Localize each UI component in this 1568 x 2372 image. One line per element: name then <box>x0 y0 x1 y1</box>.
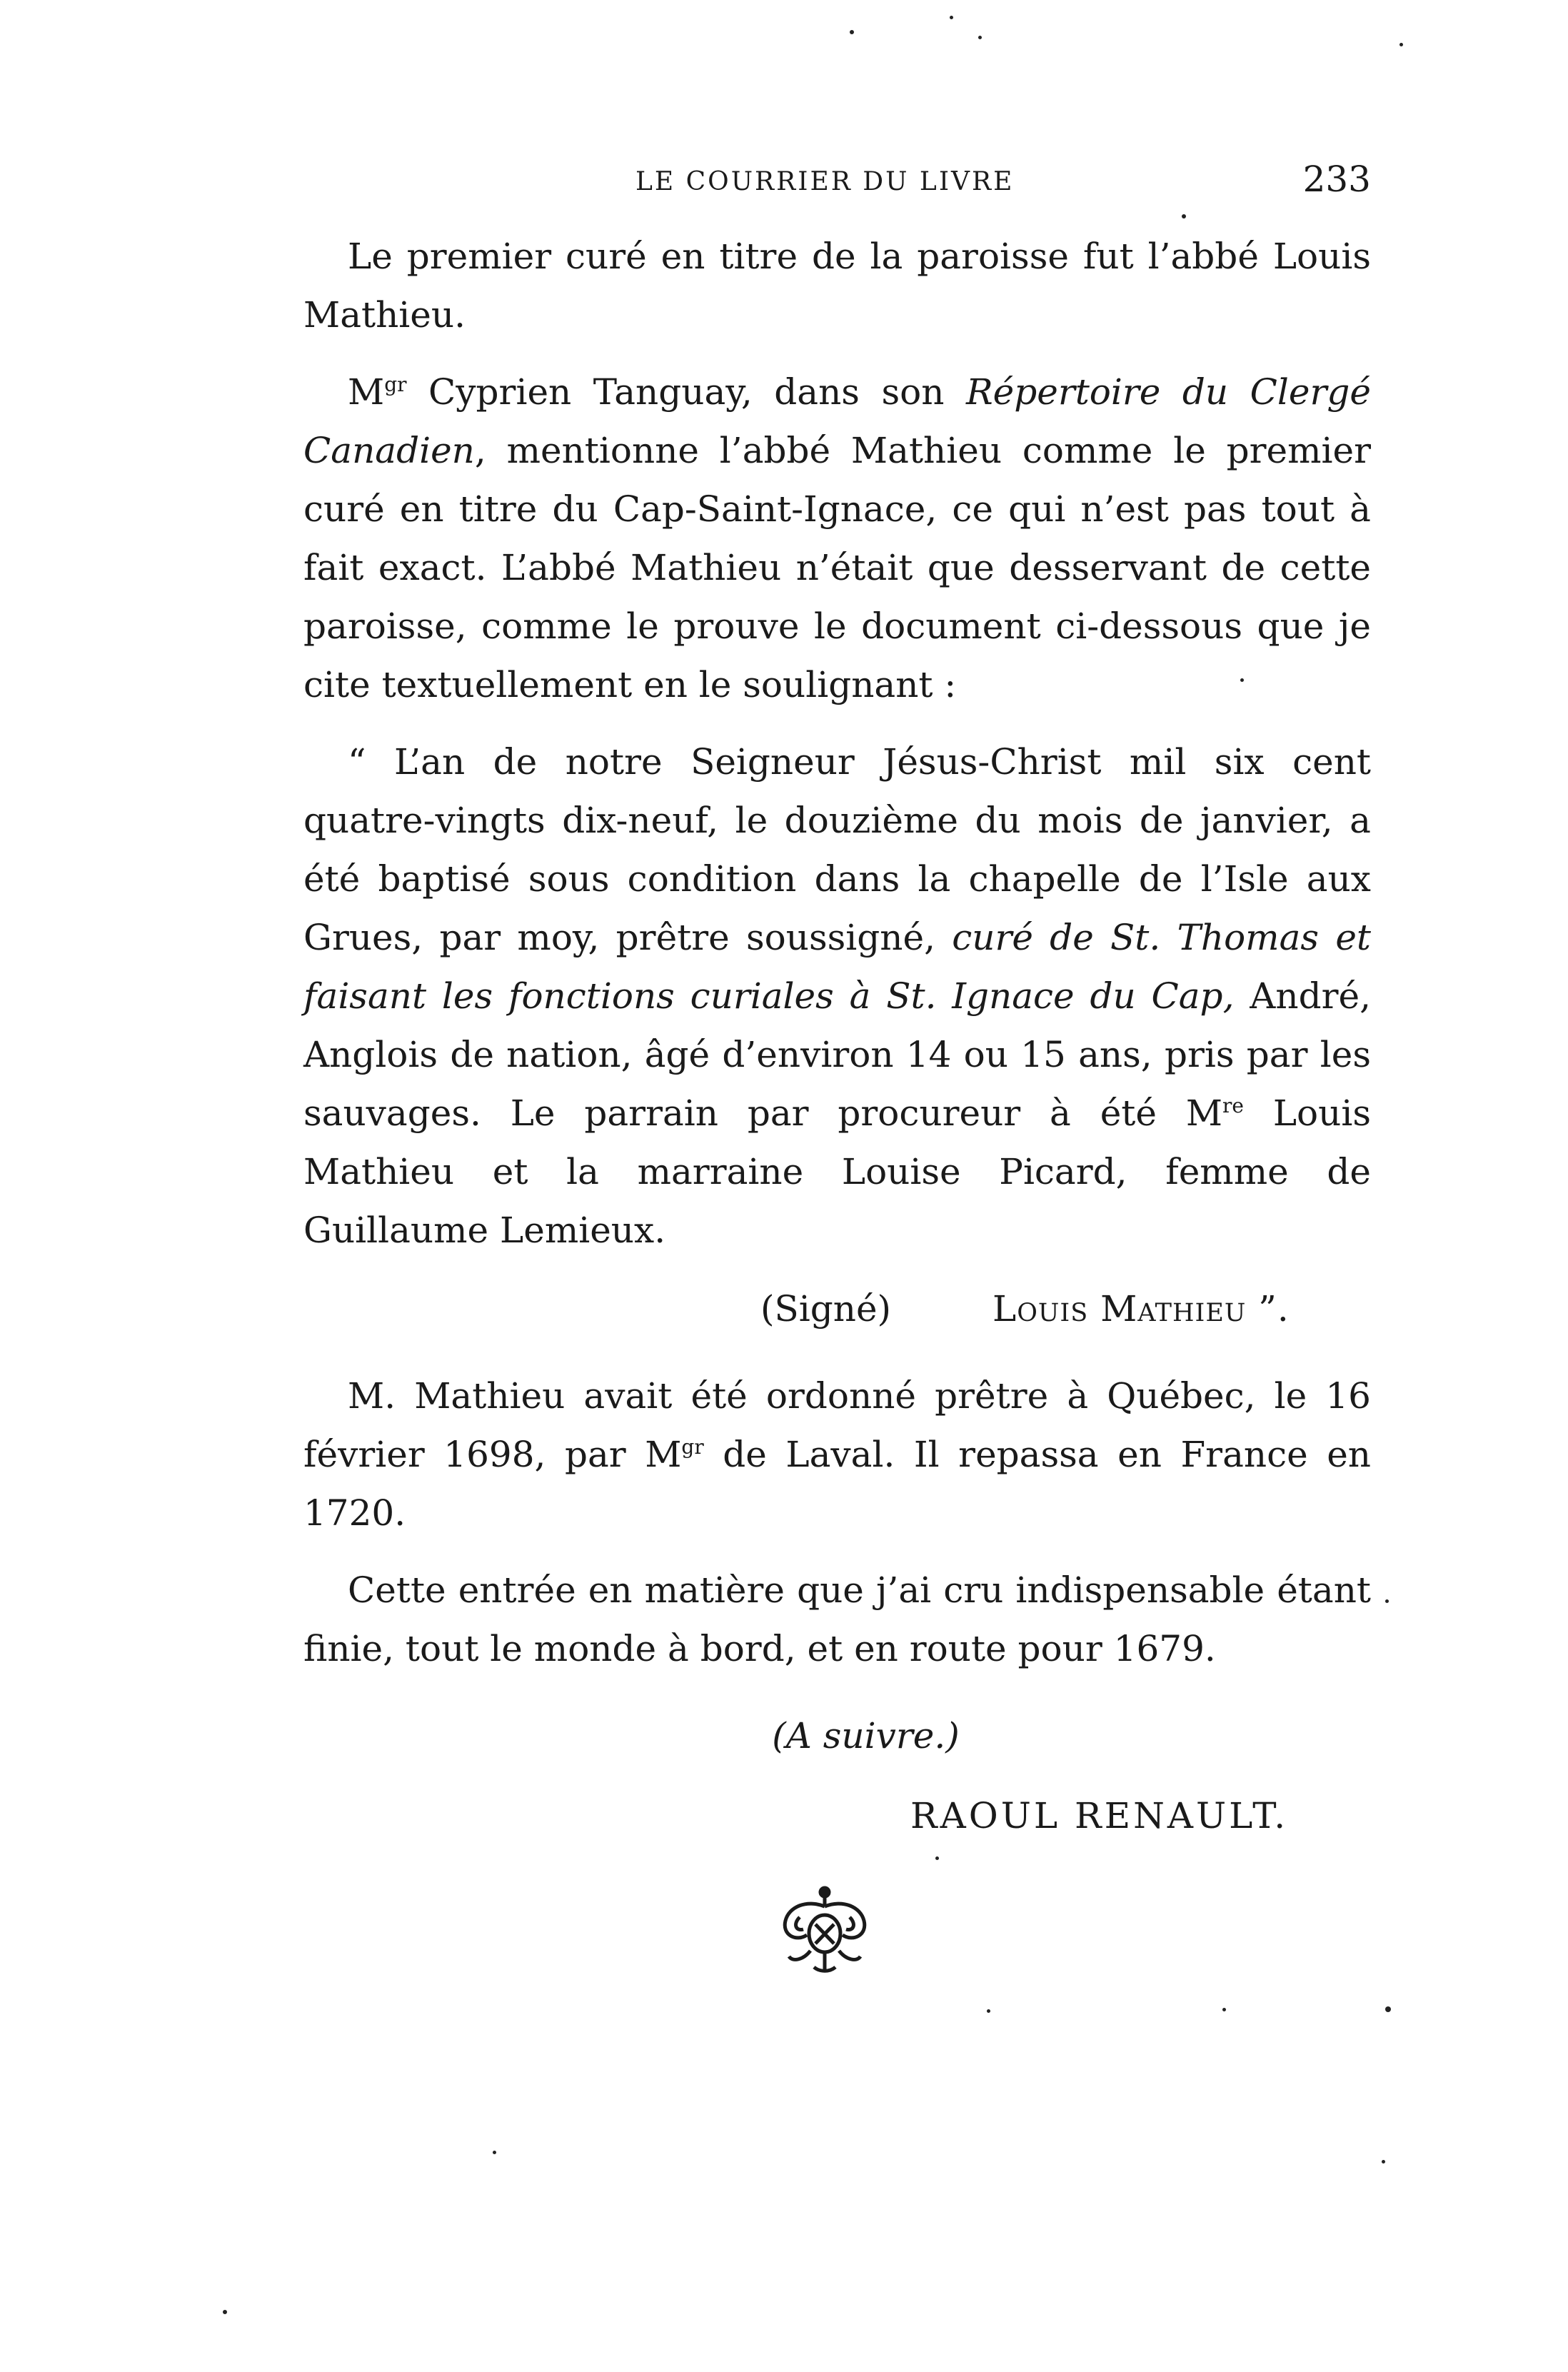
print-speck <box>1385 2006 1391 2012</box>
quoted-document <box>303 733 1371 1260</box>
signed-name: Louis Mathieu ”. <box>992 1288 1290 1330</box>
paragraph-4-text: Cette entrée en matière que j’ai cru indispensable étant finie, tout le monde à bord, et en route pour 1679. <box>303 1569 1371 1669</box>
article-body <box>303 227 1371 1845</box>
running-title: LE COURRIER DU LIVRE <box>635 167 1015 196</box>
author-line <box>303 1786 1371 1845</box>
quote-text-a: “ L’an de notre Seigneur Jésus-Christ mil six cent quatre-vingts dix-neuf, le douzième du mois de janvier, a été baptisé sous condition dans la chapelle de l’Isle aux Grues, par moy, prêtre soussigné, <box>303 741 1371 958</box>
paragraph-3-text-a: M. Mathieu avait été ordonné prêtre à Québec, le 16 février 1698, par M <box>303 1375 1371 1475</box>
print-speck <box>1240 678 1244 682</box>
print-speck <box>1399 43 1403 46</box>
page-number: 233 <box>1302 159 1371 200</box>
print-speck <box>1222 2008 1226 2011</box>
author-name: RAOUL RENAULT. <box>910 1795 1289 1836</box>
quote-text-c: Louis Mathieu et la marraine Louise Picard, femme de Guillaume Lemieux. <box>303 1092 1371 1251</box>
signed-label: (Signé) <box>760 1288 892 1330</box>
print-speck <box>978 36 982 39</box>
paragraph-1-text: Le premier curé en titre de la paroisse fut l’abbé Louis Mathieu. <box>303 236 1371 336</box>
fleuron-ornament-icon <box>771 1885 878 1978</box>
print-speck <box>987 2009 990 2013</box>
paragraph-3-sup: gr <box>681 1435 704 1459</box>
print-speck <box>1382 2160 1385 2164</box>
paragraph-3 <box>303 1367 1371 1542</box>
page-header <box>307 161 1371 211</box>
book-title: Répertoire du Clergé Canadien <box>303 371 1371 471</box>
print-speck <box>950 16 953 19</box>
paragraph-2-monsignor: M <box>348 371 385 413</box>
paragraph-4 <box>303 1561 1371 1678</box>
paragraph-2 <box>303 363 1371 714</box>
print-speck <box>1385 1599 1389 1603</box>
paragraph-2-sup: gr <box>384 373 407 396</box>
to-be-continued: (A suivre.) <box>772 1715 960 1757</box>
quote-text-b: André, Anglois de nation, âgé d’environ 14 ou 15 ans, pris par les sauvages. Le parrain par procureur à été M <box>303 975 1371 1134</box>
print-speck <box>1182 214 1186 218</box>
signature-line <box>303 1280 1371 1338</box>
print-speck <box>935 1856 939 1860</box>
print-speck <box>223 2310 227 2314</box>
print-speck <box>493 2151 496 2154</box>
paragraph-2-text-a: Cyprien Tanguay, dans son <box>406 371 966 413</box>
quote-emphasis: curé de St. Thomas et faisant les fonctions curiales à St. Ignace du Cap, <box>303 917 1371 1017</box>
quote-sup: re <box>1222 1094 1244 1117</box>
paragraph-2-text-b: , mentionne l’abbé Mathieu comme le premier curé en titre du Cap-Saint-Ignace, ce qui n’est pas tout à fait exact. L’abbé Mathieu n’était que desservant de cette paroisse, comme le prouve le document ci-dessous que je cite textuellement en le soulignant : <box>303 430 1371 705</box>
paragraph-1 <box>303 227 1371 344</box>
print-speck <box>850 30 854 34</box>
paragraph-3-text-b: de Laval. Il repassa en France en 1720. <box>303 1434 1372 1534</box>
